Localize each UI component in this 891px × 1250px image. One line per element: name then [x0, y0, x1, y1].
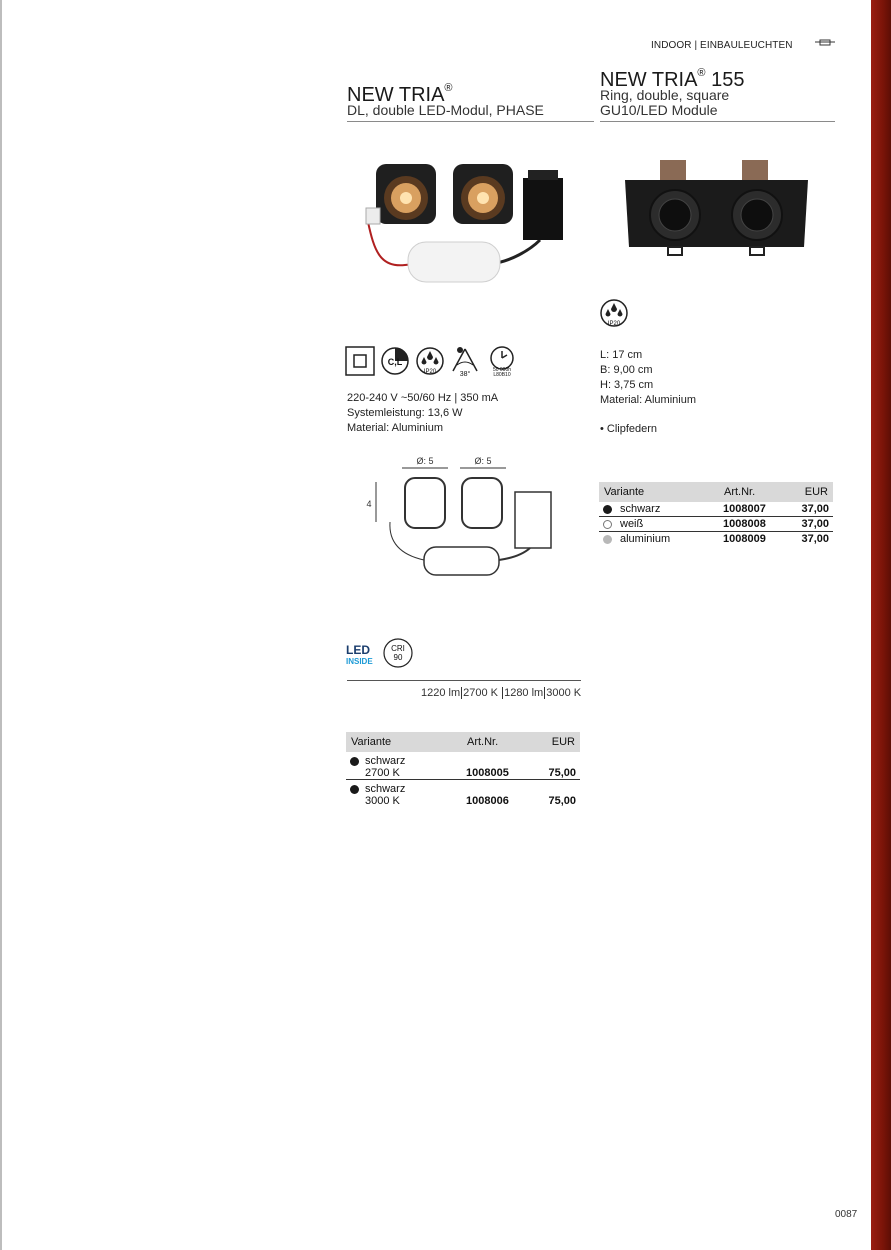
color-swatch — [350, 757, 359, 766]
variant-cell — [599, 532, 719, 547]
dim-height: 4 — [366, 499, 372, 509]
price: 37,00 — [801, 533, 829, 545]
lifetime-icon — [486, 345, 518, 377]
cct-2: 3000 K — [546, 687, 582, 699]
svg-text:L80B10: L80B10 — [493, 372, 511, 377]
led-inside-bottom: INSIDE — [346, 657, 373, 666]
left-title-rule — [347, 121, 594, 122]
price: 37,00 — [801, 518, 829, 530]
price: 75,00 — [548, 795, 576, 807]
color-swatch — [603, 505, 612, 514]
lumen-1: 1220 lm — [421, 687, 461, 699]
right-spec-width: B: 9,00 cm — [600, 364, 653, 376]
right-feature-clipfedern: • Clipfedern — [600, 423, 658, 435]
left-product-image — [360, 150, 580, 290]
color-swatch — [603, 535, 612, 544]
chapter-color-band — [871, 0, 891, 1250]
lumen-rule — [347, 680, 581, 681]
dim-diameter-2: Ø: 5 — [474, 456, 492, 466]
variant-name: weiß — [620, 518, 644, 530]
svg-text:38°: 38° — [460, 371, 471, 377]
right-product-subtitle-2: GU10/LED Module — [600, 102, 718, 118]
right-title-rule — [600, 121, 835, 122]
svg-text:IP20: IP20 — [423, 369, 437, 375]
table-row — [599, 517, 833, 532]
table-header-row — [599, 482, 833, 502]
col-artnr: Art.Nr. — [462, 732, 542, 752]
left-icon-row — [344, 345, 518, 382]
art-nr: 1008009 — [723, 533, 766, 545]
right-variant-table — [599, 482, 833, 546]
variant-name: schwarz — [365, 755, 406, 767]
right-spec-length: L: 17 cm — [600, 349, 643, 361]
left-spec-material: Material: Aluminium — [347, 422, 443, 434]
variant-cct: 2700 K — [365, 767, 400, 779]
left-product-title: NEW TRIA® — [347, 82, 453, 106]
color-swatch — [603, 520, 612, 529]
variant-cell — [599, 517, 719, 532]
table-row — [346, 780, 580, 808]
right-product-subtitle-1: Ring, double, square — [600, 87, 730, 103]
table-row — [599, 502, 833, 517]
ip20-icon — [598, 297, 630, 329]
price: 75,00 — [548, 767, 576, 779]
protection-class-ii-icon — [344, 345, 376, 377]
variant-name: aluminium — [620, 533, 671, 545]
recessed-light-icon — [815, 38, 835, 48]
cri-badge — [382, 637, 414, 669]
left-product-subtitle: DL, double LED-Modul, PHASE — [347, 102, 544, 118]
variant-name: schwarz — [365, 783, 406, 795]
lumen-2: 1280 lm — [504, 687, 544, 699]
variant-cell — [599, 502, 719, 517]
page-left-edge — [0, 0, 2, 1250]
lumen-row — [421, 687, 581, 699]
price: 37,00 — [801, 503, 829, 515]
table-header-row — [346, 732, 580, 752]
col-artnr: Art.Nr. — [719, 482, 793, 502]
led-inside-top: LED — [346, 643, 370, 657]
left-variant-table — [346, 732, 580, 807]
dim-diameter-1: Ø: 5 — [416, 456, 434, 466]
table-row — [599, 532, 833, 547]
variant-cct: 3000 K — [365, 795, 400, 807]
col-variante: Variante — [599, 482, 719, 502]
svg-text:CRI: CRI — [391, 644, 405, 653]
col-eur: EUR — [793, 482, 833, 502]
variant-cell — [346, 752, 462, 780]
variant-name: schwarz — [620, 503, 661, 515]
dimmable-icon — [380, 345, 410, 377]
section-header: INDOOR | EINBAULEUCHTEN — [651, 40, 793, 51]
svg-text:90: 90 — [393, 653, 403, 662]
svg-text:IP20: IP20 — [607, 321, 621, 327]
art-nr: 1008007 — [723, 503, 766, 515]
svg-text:C,L: C,L — [388, 357, 403, 367]
table-row — [346, 752, 580, 780]
col-eur: EUR — [542, 732, 580, 752]
page-number: 0087 — [835, 1209, 858, 1220]
cct-1: 2700 K — [463, 687, 499, 699]
art-nr: 1008005 — [466, 767, 509, 779]
left-spec-electrical: 220-240 V ~50/60 Hz | 350 mA — [347, 392, 499, 404]
art-nr: 1008006 — [466, 795, 509, 807]
color-swatch — [350, 785, 359, 794]
art-nr: 1008008 — [723, 518, 766, 530]
beam-angle-icon — [449, 345, 481, 377]
col-variante: Variante — [346, 732, 462, 752]
right-spec-material: Material: Aluminium — [600, 394, 696, 406]
variant-cell — [346, 780, 462, 808]
led-inside-badge — [346, 644, 378, 668]
right-product-image — [620, 155, 812, 260]
ip20-icon — [415, 345, 445, 377]
left-spec-power: Systemleistung: 13,6 W — [347, 407, 463, 419]
left-dimension-drawing — [360, 452, 570, 582]
svg-text:50 000h: 50 000h — [492, 367, 511, 373]
right-product-title: NEW TRIA® 155 — [600, 67, 745, 91]
right-spec-height: H: 3,75 cm — [600, 379, 654, 391]
